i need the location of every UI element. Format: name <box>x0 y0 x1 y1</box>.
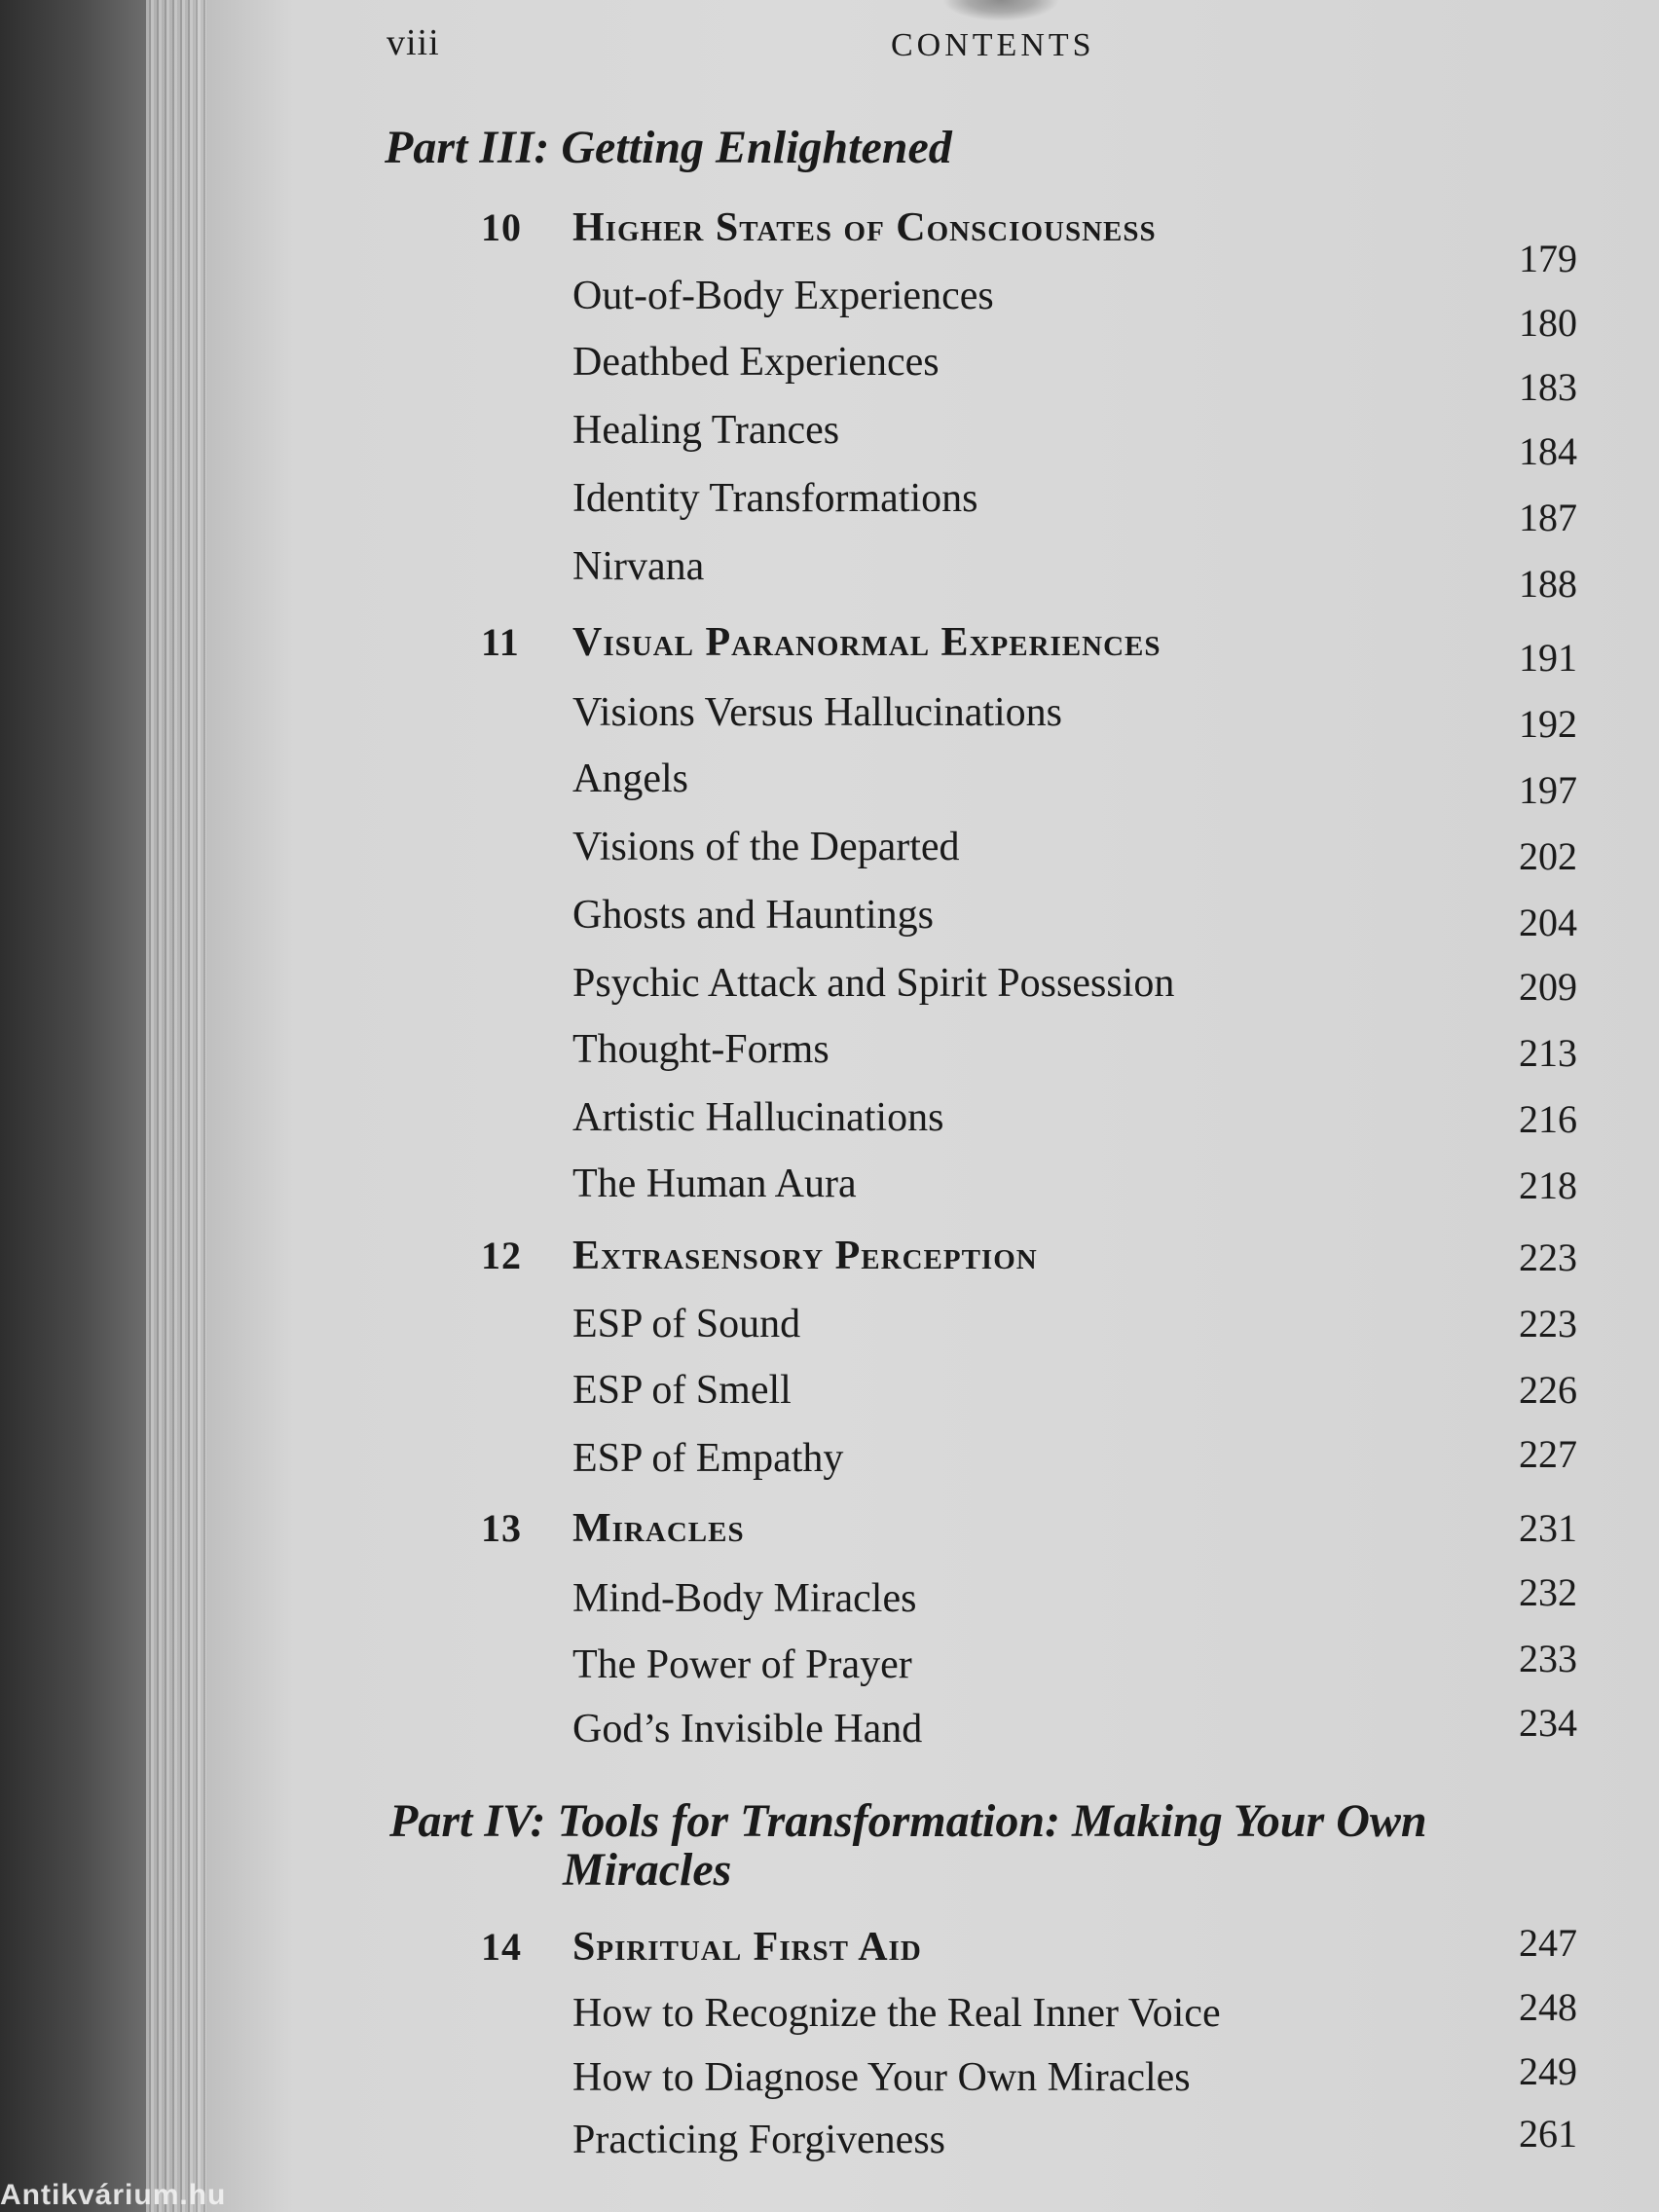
toc-entry-page: 183 <box>1519 365 1577 409</box>
chapter-page: 191 <box>1519 636 1577 680</box>
part-title-line-1: Part IV: Tools for Transformation: Making Your Own <box>389 1795 1427 1847</box>
chapter-number: 11 <box>481 620 520 664</box>
toc-entry: The Power of Prayer <box>572 1642 912 1687</box>
chapter-page: 231 <box>1519 1506 1577 1550</box>
toc-entry-page: 249 <box>1519 2049 1577 2093</box>
toc-entry: Identity Transformations <box>572 476 978 521</box>
toc-entry-page: 248 <box>1519 1985 1577 2029</box>
toc-entry: Deathbed Experiences <box>572 340 940 385</box>
toc-entry-page: 216 <box>1519 1097 1577 1141</box>
toc-entry: Out-of-Body Experiences <box>572 274 994 318</box>
chapter-number: 12 <box>481 1234 522 1277</box>
chapter-heading <box>481 1233 1038 1279</box>
toc-entry-page: 227 <box>1519 1432 1577 1476</box>
toc-entry: How to Recognize the Real Inner Voice <box>572 1991 1221 2036</box>
toc-entry-page: 192 <box>1519 702 1577 746</box>
toc-entry-page: 232 <box>1519 1570 1577 1614</box>
toc-entry-page: 234 <box>1519 1701 1577 1745</box>
part-title-line-2: Miracles <box>563 1844 732 1896</box>
chapter-number: 13 <box>481 1506 522 1550</box>
chapter-heading <box>481 1924 922 1971</box>
chapter-number: 14 <box>481 1925 522 1969</box>
chapter-heading <box>481 1505 745 1552</box>
toc-entry: Nirvana <box>572 544 705 589</box>
toc-entry: Thought-Forms <box>572 1027 830 1072</box>
chapter-title: Extrasensory Perception <box>572 1234 1038 1278</box>
chapter-heading <box>481 204 1157 251</box>
toc-entry: How to Diagnose Your Own Miracles <box>572 2055 1191 2100</box>
toc-entry-page: 223 <box>1519 1302 1577 1346</box>
toc-entry: Ghosts and Hauntings <box>572 893 934 938</box>
toc-entry: Angels <box>572 756 688 801</box>
chapter-number: 10 <box>481 205 522 249</box>
chapter-title: Visual Paranormal Experiences <box>572 620 1161 665</box>
page-edges <box>146 0 214 2212</box>
toc-entry-page: 204 <box>1519 901 1577 944</box>
chapter-page: 179 <box>1519 237 1577 280</box>
toc-entry-page: 213 <box>1519 1031 1577 1075</box>
toc-entry-page: 233 <box>1519 1637 1577 1680</box>
chapter-page: 223 <box>1519 1235 1577 1279</box>
toc-entry-page: 180 <box>1519 301 1577 345</box>
toc-entry: Psychic Attack and Spirit Possession <box>572 961 1175 1006</box>
toc-entry-page: 188 <box>1519 562 1577 606</box>
chapter-page: 247 <box>1519 1921 1577 1965</box>
part-title: Part III: Getting Enlightened <box>385 122 952 173</box>
toc-entry-page: 187 <box>1519 496 1577 539</box>
toc-entry-page: 202 <box>1519 834 1577 878</box>
header-ornament <box>942 0 1059 21</box>
toc-entry-page: 184 <box>1519 429 1577 473</box>
toc-entry-page: 218 <box>1519 1163 1577 1207</box>
toc-entry: God’s Invisible Hand <box>572 1707 923 1751</box>
running-head: CONTENTS <box>891 27 1095 63</box>
toc-entry: ESP of Smell <box>572 1368 792 1413</box>
toc-entry: Visions Versus Hallucinations <box>572 690 1063 735</box>
chapter-title: Higher States of Consciousness <box>572 205 1157 250</box>
part-title <box>389 1797 1509 1895</box>
toc-entry: ESP of Sound <box>572 1302 801 1346</box>
toc-entry-page: 261 <box>1519 2112 1577 2156</box>
page-number-folio: viii <box>387 22 440 63</box>
chapter-heading <box>481 619 1161 666</box>
toc-entry: Visions of the Departed <box>572 825 960 869</box>
toc-entry-page: 197 <box>1519 768 1577 812</box>
toc-entry-page: 209 <box>1519 965 1577 1009</box>
toc-entry: Artistic Hallucinations <box>572 1095 944 1140</box>
watermark: Antikvárium.hu <box>0 2179 227 2211</box>
toc-entry: Healing Trances <box>572 408 840 453</box>
toc-entry: ESP of Empathy <box>572 1436 844 1481</box>
toc-entry: Mind-Body Miracles <box>572 1576 917 1621</box>
chapter-title: Miracles <box>572 1506 745 1551</box>
toc-entry-page: 226 <box>1519 1368 1577 1412</box>
toc-entry: The Human Aura <box>572 1161 857 1206</box>
chapter-title: Spiritual First Aid <box>572 1925 922 1970</box>
toc-entry: Practicing Forgiveness <box>572 2118 946 2162</box>
